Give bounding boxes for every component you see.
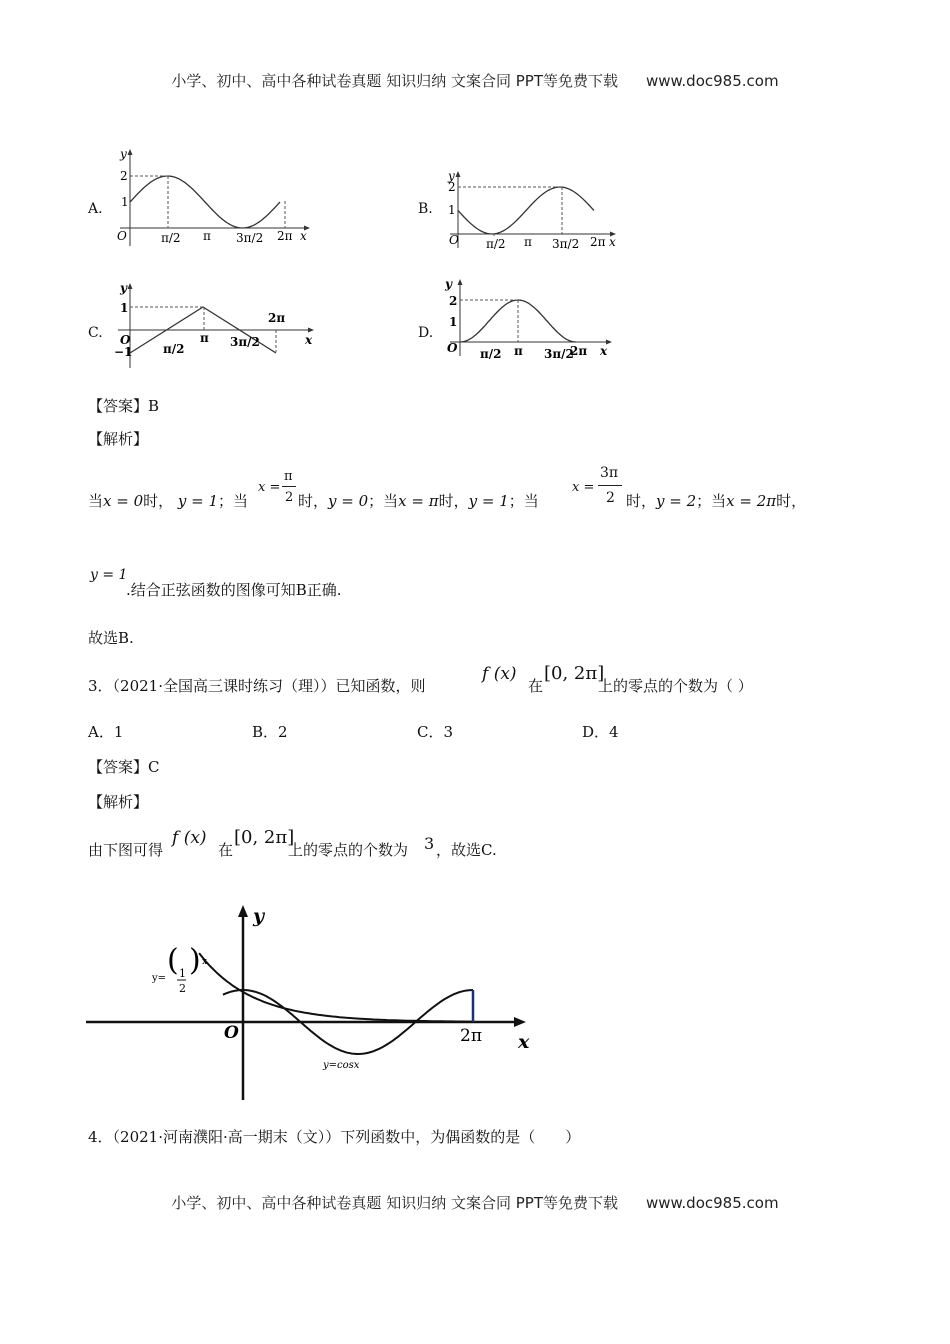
tick-2: 2: [448, 180, 456, 194]
tick-pi-2: π/2: [163, 342, 185, 356]
tick-2pi: 2π: [268, 311, 286, 325]
tick-2pi: 2π: [570, 344, 588, 358]
q3-answer: 【答案】C: [88, 758, 160, 776]
option-c-graph: [112, 280, 322, 370]
tick-3pi-2: 3π/2: [552, 237, 580, 251]
tick-pi-2: π/2: [486, 237, 506, 251]
tick-3pi-2: 3π/2: [544, 347, 574, 361]
option-a-graph: [112, 146, 316, 250]
y-label: y: [120, 281, 127, 295]
x-label: x: [305, 333, 313, 347]
origin-label: O: [117, 229, 127, 243]
q2-frac2-prefix: x =: [572, 480, 595, 495]
tick-1: 1: [120, 301, 129, 315]
q2-frac1-num: π: [284, 469, 293, 484]
tick-pi: π: [514, 344, 523, 358]
option-c-label: C.: [88, 325, 103, 341]
tick-pi: π: [203, 229, 211, 243]
tick-pi-2: π/2: [480, 347, 502, 361]
tick-minus-1: −1: [114, 345, 133, 359]
q3-expl-a: 由下图可得: [88, 841, 164, 859]
q3-stem-fx: f (x): [482, 664, 517, 684]
option-d-label: D.: [418, 325, 434, 341]
y-label: y: [445, 277, 452, 291]
q3-option-b: B．2: [252, 723, 288, 741]
option-b-graph: [442, 168, 622, 256]
q2-frac1-bar: [282, 486, 296, 487]
page-header: [0, 70, 950, 91]
tick-pi-2: π/2: [161, 231, 181, 245]
tick-pi: π: [200, 331, 209, 345]
option-d-graph: [442, 276, 620, 370]
exp-exponent: x: [202, 957, 208, 967]
x-label: x: [600, 344, 608, 358]
svg-text:): ): [189, 943, 201, 978]
q2-answer: 【答案】B: [88, 397, 160, 415]
tick-2: 2: [120, 169, 128, 183]
q3-option-a: A．1: [88, 723, 124, 741]
tick-2pi: 2π: [277, 229, 293, 243]
y-axis-label: y: [253, 905, 265, 927]
q4-stem: 4．（2021·河南濮阳·高一期末（文））下列函数中，为偶函数的是（ ）: [88, 1128, 581, 1146]
header-site: www.doc985.com: [645, 72, 779, 90]
q2-explanation-line1: 当x = 0时， y = 1；当: [88, 492, 249, 510]
q3-option-d: D．4: [582, 723, 619, 741]
page-footer: [0, 1192, 950, 1213]
tick-1: 1: [121, 195, 129, 209]
q2-frac1-den: 2: [285, 490, 294, 505]
q3-figure: [86, 902, 536, 1102]
q2-conclusion: 故选B.: [88, 629, 134, 647]
origin-label: O: [449, 233, 459, 247]
y-label: y: [448, 169, 455, 183]
q3-expl-fx: f (x): [172, 828, 207, 848]
header-text: 小学、初中、高中各种试卷真题 知识归纳 文案合同 PPT等免费下载: [171, 72, 618, 90]
q3-expl-num: 3: [424, 834, 435, 853]
exp-frac-num: 1: [179, 967, 186, 980]
q3-stem-in: 在: [528, 677, 544, 695]
q3-expl-in: 在: [218, 841, 234, 859]
tick-1: 1: [448, 203, 456, 217]
q3-analysis-label: 【解析】: [88, 793, 149, 811]
footer-text: 小学、初中、高中各种试卷真题 知识归纳 文案合同 PPT等免费下载: [171, 1194, 618, 1212]
exp-curve-label: y=: [152, 973, 167, 984]
q3-stem: 3．（2021·全国高三课时练习（理））已知函数，则: [88, 677, 426, 695]
exp-frac-den: 2: [179, 982, 186, 995]
q3-expl-c: 上的零点的个数为: [288, 841, 409, 859]
q2-frac2-den: 2: [606, 490, 615, 506]
q2-explanation-line1c: 时，y = 2；当x = 2π时，: [626, 492, 807, 510]
q3-expl-d: ，故选C.: [436, 841, 497, 859]
q2-line2-text: .结合正弦函数的图像可知B正确.: [126, 581, 342, 599]
footer-site: www.doc985.com: [645, 1194, 779, 1212]
q3-stem-interval: [0, 2π]: [544, 663, 605, 684]
svg-text:(: (: [167, 943, 179, 978]
tick-1: 1: [449, 315, 458, 329]
tick-3pi-2: 3π/2: [236, 231, 264, 245]
origin-label: O: [120, 333, 131, 347]
option-b-label: B.: [418, 201, 433, 217]
x-label: x: [609, 235, 616, 249]
cos-curve-label: y=cosx: [323, 1060, 360, 1071]
q3-expl-interval: [0, 2π]: [234, 827, 295, 848]
q2-frac1-prefix: x =: [258, 480, 281, 495]
option-a-label: A.: [88, 201, 103, 217]
tick-pi: π: [524, 235, 532, 249]
tick-2pi: 2π: [590, 235, 606, 249]
x-label: x: [300, 229, 307, 243]
q2-line2-math: y = 1: [90, 567, 128, 583]
tick-2: 2: [449, 294, 458, 308]
tick-2pi-label: 2π: [460, 1026, 482, 1046]
q2-frac2-bar: [598, 485, 622, 486]
q3-stem-tail: 上的零点的个数为（ ）: [598, 677, 753, 695]
q2-explanation-line1b: 时，y = 0；当x = π时，y = 1；当: [298, 492, 539, 510]
origin-label: O: [447, 341, 458, 355]
q2-frac2-num: 3π: [600, 465, 619, 481]
x-axis-label: x: [518, 1031, 530, 1053]
tick-3pi-2: 3π/2: [230, 335, 260, 349]
origin-label: O: [224, 1023, 239, 1043]
q3-option-c: C．3: [417, 723, 454, 741]
q2-analysis-label: 【解析】: [88, 430, 149, 448]
y-label: y: [120, 147, 127, 161]
